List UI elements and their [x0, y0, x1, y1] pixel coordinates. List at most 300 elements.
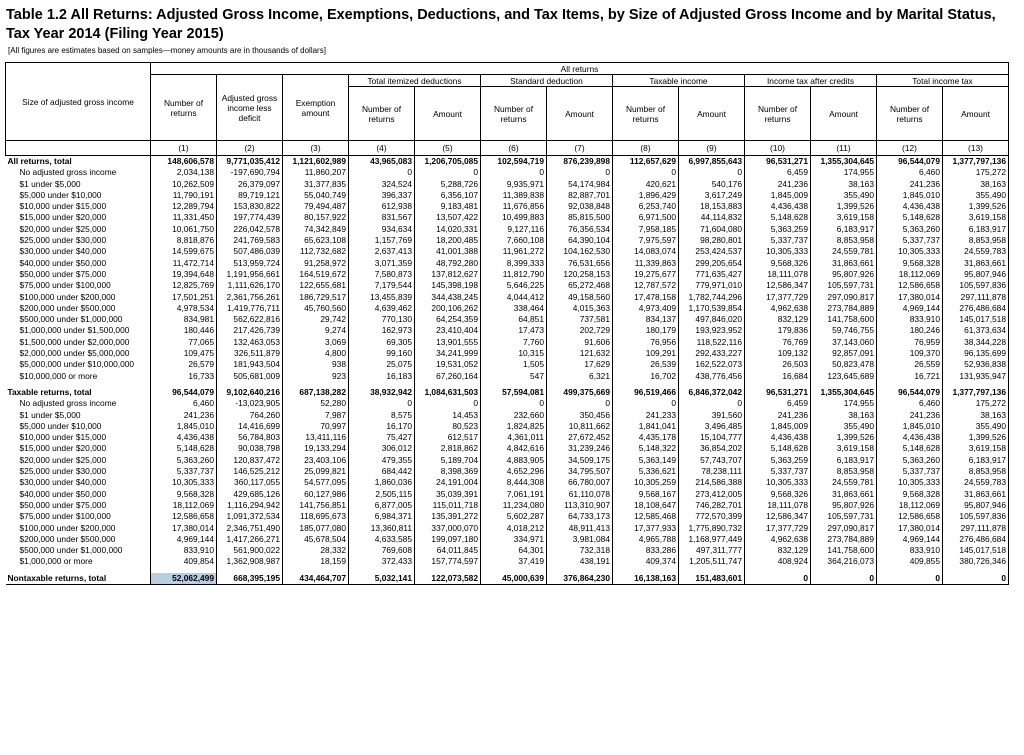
table-cell: 11,339,863 — [613, 258, 679, 269]
row-label: $40,000 under $50,000 — [6, 489, 151, 500]
table-cell: 11,812,790 — [481, 269, 547, 280]
table-cell: 64,851 — [481, 314, 547, 325]
table-cell: 7,958,185 — [613, 224, 679, 235]
table-cell: 4,018,212 — [481, 523, 547, 534]
table-row — [6, 325, 1009, 336]
table-cell: 31,377,835 — [283, 179, 349, 190]
table-cell: 60,127,986 — [283, 489, 349, 500]
row-label: $1 under $5,000 — [6, 179, 151, 190]
table-cell: 64,254,359 — [415, 314, 481, 325]
table-cell: 9,935,971 — [481, 179, 547, 190]
table-cell: 13,507,422 — [415, 212, 481, 223]
table-cell: 5,363,260 — [151, 455, 217, 466]
table-cell: 54,577,095 — [283, 477, 349, 488]
table-cell: 24,559,783 — [943, 246, 1009, 257]
table-cell: 18,159 — [283, 556, 349, 567]
table-cell: 49,158,560 — [547, 292, 613, 303]
table-cell: 438,191 — [547, 556, 613, 567]
row-label: $30,000 under $40,000 — [6, 477, 151, 488]
row-label: $100,000 under $200,000 — [6, 292, 151, 303]
header-itemized: Total itemized deductions — [349, 75, 481, 87]
table-cell: 96,544,079 — [151, 387, 217, 398]
table-cell: 34,795,507 — [547, 466, 613, 477]
table-cell: 5,363,149 — [613, 455, 679, 466]
table-cell: 408,924 — [745, 556, 811, 567]
table-cell: 120,837,472 — [217, 455, 283, 466]
table-cell: 5,189,704 — [415, 455, 481, 466]
table-cell: 120,258,153 — [547, 269, 613, 280]
header-exemption: Exemption amount — [283, 75, 349, 141]
table-cell: 732,318 — [547, 545, 613, 556]
table-cell: 391,560 — [679, 410, 745, 421]
table-cell: 344,438,245 — [415, 292, 481, 303]
row-label: $75,000 under $100,000 — [6, 280, 151, 291]
table-cell: 28,332 — [283, 545, 349, 556]
table-cell: 90,038,798 — [217, 443, 283, 454]
table-cell: 0 — [547, 167, 613, 178]
table-cell: 1,170,539,854 — [679, 303, 745, 314]
table-cell: 82,887,701 — [547, 190, 613, 201]
table-cell: 833,286 — [613, 545, 679, 556]
column-number: (6) — [481, 141, 547, 156]
table-cell: 1,417,266,271 — [217, 534, 283, 545]
table-cell: 5,148,628 — [745, 212, 811, 223]
table-cell: 121,632 — [547, 348, 613, 359]
table-cell: 96,135,699 — [943, 348, 1009, 359]
table-cell: 684,442 — [349, 466, 415, 477]
table-cell: 299,205,654 — [679, 258, 745, 269]
table-cell: 34,509,175 — [547, 455, 613, 466]
table-row — [6, 545, 1009, 556]
row-label: $10,000,000 or more — [6, 371, 151, 382]
header-agi: Adjusted gross income less deficit — [217, 75, 283, 141]
table-cell: 179,836 — [745, 325, 811, 336]
row-label: $500,000 under $1,000,000 — [6, 314, 151, 325]
table-cell: 76,959 — [877, 337, 943, 348]
table-cell: 5,288,726 — [415, 179, 481, 190]
table-cell: 52,280 — [283, 398, 349, 409]
table-cell: 1,399,526 — [811, 201, 877, 212]
table-cell: 507,486,039 — [217, 246, 283, 257]
table-row — [6, 235, 1009, 246]
table-cell: 57,594,081 — [481, 387, 547, 398]
table-cell: 193,923,952 — [679, 325, 745, 336]
subheader-number: Number of returns — [349, 87, 415, 141]
table-cell: 1,845,009 — [745, 190, 811, 201]
table-cell: 38,163 — [811, 179, 877, 190]
table-cell: 409,854 — [151, 556, 217, 567]
table-cell: 4,639,462 — [349, 303, 415, 314]
table-cell: 934,634 — [349, 224, 415, 235]
table-cell: 38,344,228 — [943, 337, 1009, 348]
table-cell: 71,604,080 — [679, 224, 745, 235]
table-cell: 48,792,280 — [415, 258, 481, 269]
table-cell: 0 — [613, 398, 679, 409]
row-label: $5,000,000 under $10,000,000 — [6, 359, 151, 370]
table-cell: 3,069 — [283, 337, 349, 348]
table-cell: 12,586,347 — [745, 280, 811, 291]
table-cell: 7,580,873 — [349, 269, 415, 280]
table-cell: 0 — [811, 573, 877, 585]
column-number-blank — [6, 141, 151, 156]
table-row — [6, 190, 1009, 201]
table-cell: 9,274 — [283, 325, 349, 336]
table-cell: 29,742 — [283, 314, 349, 325]
table-cell: 16,684 — [745, 371, 811, 382]
table-cell: 99,160 — [349, 348, 415, 359]
table-cell: 10,305,333 — [877, 477, 943, 488]
table-cell: 76,769 — [745, 337, 811, 348]
table-cell: 540,176 — [679, 179, 745, 190]
table-cell: 1,845,009 — [745, 421, 811, 432]
table-cell: 14,453 — [415, 410, 481, 421]
selected-cell[interactable]: 52,062,499 — [151, 573, 217, 585]
table-cell: 350,456 — [547, 410, 613, 421]
table-cell: 4,962,638 — [745, 534, 811, 545]
table-cell: 276,486,684 — [943, 534, 1009, 545]
row-label: $5,000 under $10,000 — [6, 421, 151, 432]
header-total-tax: Total income tax — [877, 75, 1009, 87]
row-label: $1,000,000 under $1,500,000 — [6, 325, 151, 336]
table-cell: 6,460 — [151, 398, 217, 409]
table-cell: 6,459 — [745, 167, 811, 178]
table-cell: 6,183,917 — [811, 455, 877, 466]
table-cell: 1,168,977,449 — [679, 534, 745, 545]
table-cell: 102,594,719 — [481, 156, 547, 168]
table-row — [6, 432, 1009, 443]
table-cell: 157,774,597 — [415, 556, 481, 567]
table-cell: 105,597,836 — [943, 511, 1009, 522]
row-label: $10,000 under $15,000 — [6, 432, 151, 443]
table-cell: 273,412,005 — [679, 489, 745, 500]
table-cell: 122,073,582 — [415, 573, 481, 585]
table-cell: 9,568,167 — [613, 489, 679, 500]
table-cell: 241,236 — [745, 179, 811, 190]
table-cell: 834,137 — [613, 314, 679, 325]
table-cell: 297,111,878 — [943, 292, 1009, 303]
table-cell: 5,363,259 — [745, 224, 811, 235]
table-cell: 1,355,304,645 — [811, 387, 877, 398]
table-cell: 162,522,073 — [679, 359, 745, 370]
table-cell: 12,825,769 — [151, 280, 217, 291]
table-cell: 6,846,372,042 — [679, 387, 745, 398]
table-cell: 76,356,534 — [547, 224, 613, 235]
table-cell: 132,463,053 — [217, 337, 283, 348]
table-cell: 12,289,794 — [151, 201, 217, 212]
table-cell: 779,971,010 — [679, 280, 745, 291]
table-cell: 4,883,905 — [481, 455, 547, 466]
table-cell: 141,758,600 — [811, 545, 877, 556]
table-cell: 13,455,839 — [349, 292, 415, 303]
table-cell: 105,597,731 — [811, 511, 877, 522]
table-cell: 24,559,781 — [811, 477, 877, 488]
table-cell: 0 — [877, 573, 943, 585]
table-cell: 35,039,391 — [415, 489, 481, 500]
table-cell: 13,360,811 — [349, 523, 415, 534]
row-label: $50,000 under $75,000 — [6, 500, 151, 511]
table-cell: 8,444,308 — [481, 477, 547, 488]
table-row — [6, 489, 1009, 500]
table-cell: 17,501,251 — [151, 292, 217, 303]
table-cell: 4,973,409 — [613, 303, 679, 314]
table-cell: 64,301 — [481, 545, 547, 556]
table-cell: 112,732,682 — [283, 246, 349, 257]
table-cell: 5,363,259 — [745, 455, 811, 466]
table-cell: 420,621 — [613, 179, 679, 190]
table-cell: 376,864,230 — [547, 573, 613, 585]
table-cell: 26,503 — [745, 359, 811, 370]
table-cell: 5,602,287 — [481, 511, 547, 522]
table-cell: 75,427 — [349, 432, 415, 443]
table-cell: 12,586,658 — [877, 280, 943, 291]
table-cell: 497,846,020 — [679, 314, 745, 325]
table-cell: 148,606,578 — [151, 156, 217, 168]
table-cell: 11,472,714 — [151, 258, 217, 269]
data-table — [5, 62, 1009, 585]
table-cell: 1,845,010 — [151, 421, 217, 432]
table-cell: 61,373,634 — [943, 325, 1009, 336]
table-cell: 5,032,141 — [349, 573, 415, 585]
column-number: (3) — [283, 141, 349, 156]
column-number: (5) — [415, 141, 481, 156]
row-label: $200,000 under $500,000 — [6, 303, 151, 314]
table-cell: 4,633,585 — [349, 534, 415, 545]
table-note: [All figures are estimates based on samples—money amounts are in thousands of dollars] — [8, 46, 326, 55]
table-cell: 16,721 — [877, 371, 943, 382]
table-cell: 80,523 — [415, 421, 481, 432]
table-cell: 202,729 — [547, 325, 613, 336]
table-cell: 772,570,399 — [679, 511, 745, 522]
table-cell: 5,148,628 — [745, 443, 811, 454]
table-cell: 833,910 — [877, 545, 943, 556]
table-cell: 18,153,883 — [679, 201, 745, 212]
table-cell: 241,769,583 — [217, 235, 283, 246]
row-label: $25,000 under $30,000 — [6, 235, 151, 246]
subheader-amount: Amount — [679, 87, 745, 141]
table-cell: 23,410,404 — [415, 325, 481, 336]
table-cell: 80,157,922 — [283, 212, 349, 223]
table-row — [6, 269, 1009, 280]
subheader-amount: Amount — [811, 87, 877, 141]
subheader-number: Number of returns — [877, 87, 943, 141]
column-number: (7) — [547, 141, 613, 156]
total-row — [6, 573, 1009, 585]
table-cell: 334,971 — [481, 534, 547, 545]
table-cell: 1,362,908,987 — [217, 556, 283, 567]
table-cell: 1,399,526 — [811, 432, 877, 443]
table-row — [6, 466, 1009, 477]
table-cell: 34,241,999 — [415, 348, 481, 359]
table-cell: 1,084,631,503 — [415, 387, 481, 398]
table-cell: 241,236 — [877, 410, 943, 421]
table-cell: 612,938 — [349, 201, 415, 212]
table-cell: 36,854,202 — [679, 443, 745, 454]
table-cell: 64,390,104 — [547, 235, 613, 246]
table-row — [6, 224, 1009, 235]
table-cell: 141,756,851 — [283, 500, 349, 511]
table-cell: 153,830,822 — [217, 201, 283, 212]
table-cell: 7,660,108 — [481, 235, 547, 246]
row-label: $100,000 under $200,000 — [6, 523, 151, 534]
table-cell: 0 — [349, 398, 415, 409]
table-cell: 0 — [415, 398, 481, 409]
row-label: $1 under $5,000 — [6, 410, 151, 421]
table-row — [6, 258, 1009, 269]
table-cell: 668,395,195 — [217, 573, 283, 585]
table-cell: 1,121,602,989 — [283, 156, 349, 168]
table-cell: 19,531,052 — [415, 359, 481, 370]
table-cell: 31,863,661 — [811, 258, 877, 269]
table-row — [6, 179, 1009, 190]
table-cell: 2,346,751,490 — [217, 523, 283, 534]
table-cell: 241,233 — [613, 410, 679, 421]
table-cell: 50,823,478 — [811, 359, 877, 370]
table-cell: 38,163 — [811, 410, 877, 421]
table-row — [6, 337, 1009, 348]
table-cell: 10,262,509 — [151, 179, 217, 190]
table-cell: 6,460 — [877, 167, 943, 178]
table-cell: 61,110,078 — [547, 489, 613, 500]
table-cell: 833,910 — [151, 545, 217, 556]
row-label: $20,000 under $25,000 — [6, 455, 151, 466]
table-cell: 13,901,555 — [415, 337, 481, 348]
table-cell: 1,091,372,534 — [217, 511, 283, 522]
table-cell: 3,617,249 — [679, 190, 745, 201]
header-standard: Standard deduction — [481, 75, 613, 87]
column-number: (9) — [679, 141, 745, 156]
table-cell: 200,106,262 — [415, 303, 481, 314]
table-cell: 18,108,647 — [613, 500, 679, 511]
table-cell: 1,111,626,170 — [217, 280, 283, 291]
table-cell: 6,183,917 — [943, 455, 1009, 466]
table-cell: 180,246 — [877, 325, 943, 336]
table-cell: 831,567 — [349, 212, 415, 223]
table-cell: 31,239,246 — [547, 443, 613, 454]
table-cell: 8,853,958 — [811, 235, 877, 246]
table-cell: 199,097,180 — [415, 534, 481, 545]
table-cell: 13,411,116 — [283, 432, 349, 443]
table-cell: 1,191,956,661 — [217, 269, 283, 280]
table-row — [6, 410, 1009, 421]
table-cell: 6,253,740 — [613, 201, 679, 212]
table-cell: 37,419 — [481, 556, 547, 567]
table-cell: 37,143,060 — [811, 337, 877, 348]
table-cell: 8,399,333 — [481, 258, 547, 269]
table-row — [6, 303, 1009, 314]
table-cell: 273,784,889 — [811, 534, 877, 545]
table-cell: 76,531,656 — [547, 258, 613, 269]
table-cell: 19,133,294 — [283, 443, 349, 454]
table-cell: 8,398,369 — [415, 466, 481, 477]
table-cell: 513,959,724 — [217, 258, 283, 269]
row-label: $25,000 under $30,000 — [6, 466, 151, 477]
table-cell: 24,559,783 — [943, 477, 1009, 488]
table-cell: 11,389,838 — [481, 190, 547, 201]
table-cell: 31,863,661 — [811, 489, 877, 500]
column-number: (11) — [811, 141, 877, 156]
table-cell: 561,900,022 — [217, 545, 283, 556]
table-cell: 562,622,816 — [217, 314, 283, 325]
table-cell: 105,597,836 — [943, 280, 1009, 291]
table-cell: 3,619,158 — [943, 212, 1009, 223]
table-cell: 4,969,144 — [151, 534, 217, 545]
table-cell: 45,000,639 — [481, 573, 547, 585]
table-cell: 14,020,331 — [415, 224, 481, 235]
table-cell: 26,539 — [613, 359, 679, 370]
header-taxable: Taxable income — [613, 75, 745, 87]
table-cell: 85,815,500 — [547, 212, 613, 223]
table-cell: 2,361,756,261 — [217, 292, 283, 303]
column-number: (12) — [877, 141, 943, 156]
table-cell: 0 — [613, 167, 679, 178]
table-cell: 18,112,069 — [877, 269, 943, 280]
table-cell: 113,310,907 — [547, 500, 613, 511]
table-cell: 4,800 — [283, 348, 349, 359]
table-row — [6, 348, 1009, 359]
table-cell: 0 — [547, 398, 613, 409]
row-label: $10,000 under $15,000 — [6, 201, 151, 212]
table-cell: 9,183,481 — [415, 201, 481, 212]
table-cell: 832,129 — [745, 314, 811, 325]
table-cell: 12,586,658 — [151, 511, 217, 522]
table-cell: 3,619,158 — [943, 443, 1009, 454]
table-cell: 4,842,616 — [481, 443, 547, 454]
table-cell: 0 — [481, 398, 547, 409]
table-cell: 59,746,755 — [811, 325, 877, 336]
table-cell: 9,568,326 — [745, 258, 811, 269]
table-cell: 4,435,178 — [613, 432, 679, 443]
table-cell: 17,629 — [547, 359, 613, 370]
table-cell: 1,377,797,136 — [943, 387, 1009, 398]
table-cell: 145,398,198 — [415, 280, 481, 291]
table-cell: 109,370 — [877, 348, 943, 359]
table-cell: 214,586,388 — [679, 477, 745, 488]
table-cell: 355,490 — [811, 190, 877, 201]
table-cell: 3,496,485 — [679, 421, 745, 432]
table-row — [6, 511, 1009, 522]
table-cell: 131,935,947 — [943, 371, 1009, 382]
table-cell: 5,363,260 — [877, 224, 943, 235]
table-cell: 1,355,304,645 — [811, 156, 877, 168]
table-cell: 96,531,271 — [745, 387, 811, 398]
table-cell: 479,355 — [349, 455, 415, 466]
table-cell: 17,380,014 — [151, 523, 217, 534]
table-cell: 18,111,078 — [745, 269, 811, 280]
table-cell: 19,275,677 — [613, 269, 679, 280]
table-cell: 45,760,560 — [283, 303, 349, 314]
table-cell: 612,517 — [415, 432, 481, 443]
table-cell: 175,272 — [943, 167, 1009, 178]
table-cell: 241,236 — [745, 410, 811, 421]
table-cell: 25,099,821 — [283, 466, 349, 477]
table-cell: 24,191,004 — [415, 477, 481, 488]
table-cell: 1,399,526 — [943, 201, 1009, 212]
header-income-tax: Income tax after credits — [745, 75, 877, 87]
table-cell: 497,311,777 — [679, 545, 745, 556]
table-cell: 0 — [943, 573, 1009, 585]
table-cell: 164,519,672 — [283, 269, 349, 280]
table-cell: 4,962,638 — [745, 303, 811, 314]
table-cell: 2,818,862 — [415, 443, 481, 454]
table-cell: 3,619,158 — [811, 443, 877, 454]
table-cell: 64,733,173 — [547, 511, 613, 522]
table-cell: 7,760 — [481, 337, 547, 348]
table-cell: 7,987 — [283, 410, 349, 421]
table-cell: 253,424,537 — [679, 246, 745, 257]
table-header — [6, 63, 1009, 156]
table-cell: 5,337,737 — [877, 466, 943, 477]
table-cell: 91,606 — [547, 337, 613, 348]
